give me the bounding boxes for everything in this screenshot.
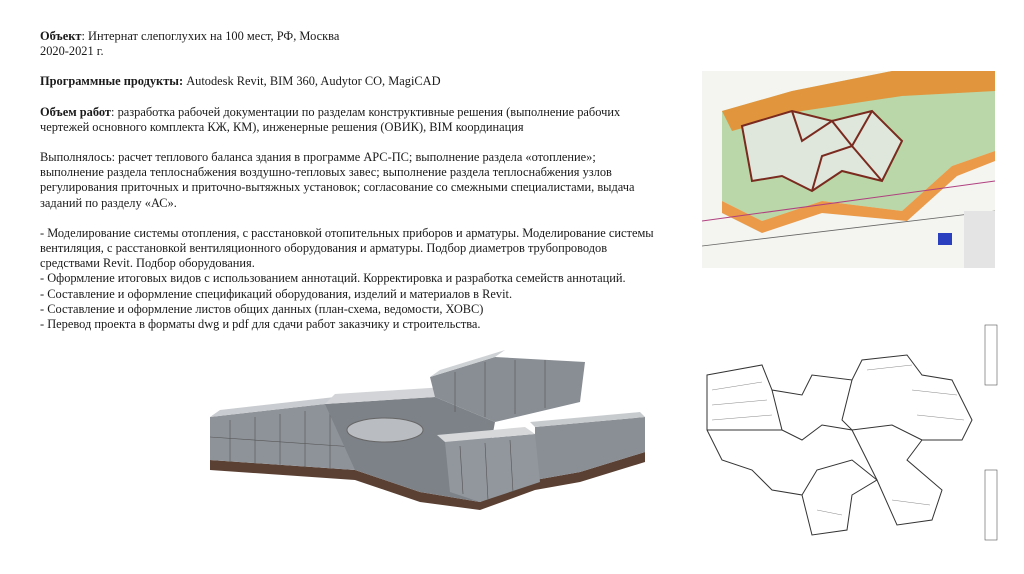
site-plan-image (702, 71, 995, 268)
scope-value-1: : разработка рабочей документации по разделам конструктивные решения (выполнение рабочих (111, 104, 621, 119)
object-line (40, 29, 690, 44)
task-line: - Составление и оформление листов общих данных (план-схема, ведомости, ХОВС) (40, 301, 484, 316)
bim-model-render (205, 342, 650, 510)
software-line (40, 74, 690, 89)
task-line: вентиляция, с расстановкой вентиляционного оборудования и арматуры. Подбор диаметров трубопроводов (40, 241, 608, 256)
software-value: Autodesk Revit, BIM 360, Audytor CO, MagiCAD (183, 74, 441, 89)
task-line: средствами Revit. Подбор оборудования. (40, 256, 255, 271)
task-line: - Оформление итоговых видов с использованием аннотаций. Корректировка и разработка семейств аннотаций. (40, 271, 626, 286)
done-line: заданий по разделу «АС». (40, 195, 177, 210)
object-value: : Интернат слепоглухих на 100 мест, РФ, Москва (81, 29, 340, 43)
scope-line-2: чертежей основного комплекта КЖ, КМ), инженерные решения (ОВИК), BIM координация (40, 119, 524, 134)
object-label: Объект (40, 29, 82, 43)
task-line: - Составление и оформление спецификаций оборудования, изделий и материалов в Revit. (40, 286, 513, 301)
years-line: 2020-2021 г. (40, 44, 104, 59)
project-description (40, 29, 690, 332)
floor-plan-drawing (692, 320, 999, 545)
done-line: Выполнялось: расчет теплового баланса здания в программе АРС-ПС; выполнение раздела «отопление»; (40, 150, 596, 165)
scope-label: Объем работ (40, 104, 112, 119)
task-line: - Моделирование системы отопления, с расстановкой отопительных приборов и арматуры. Моделирование системы (40, 225, 654, 240)
software-label: Программные продукты: (40, 74, 184, 89)
scope-line (40, 105, 690, 120)
done-line: регулирования приточных и приточно-вытяжных установок; согласование со смежными специалистами, выдача (40, 180, 635, 195)
task-line: - Перевод проекта в форматы dwg и pdf для сдачи работ заказчику и строительства. (40, 317, 481, 332)
done-line: выполнение раздела теплоснабжения воздушно-тепловых завес; выполнение раздела теплоснабжения узлов (40, 165, 612, 180)
